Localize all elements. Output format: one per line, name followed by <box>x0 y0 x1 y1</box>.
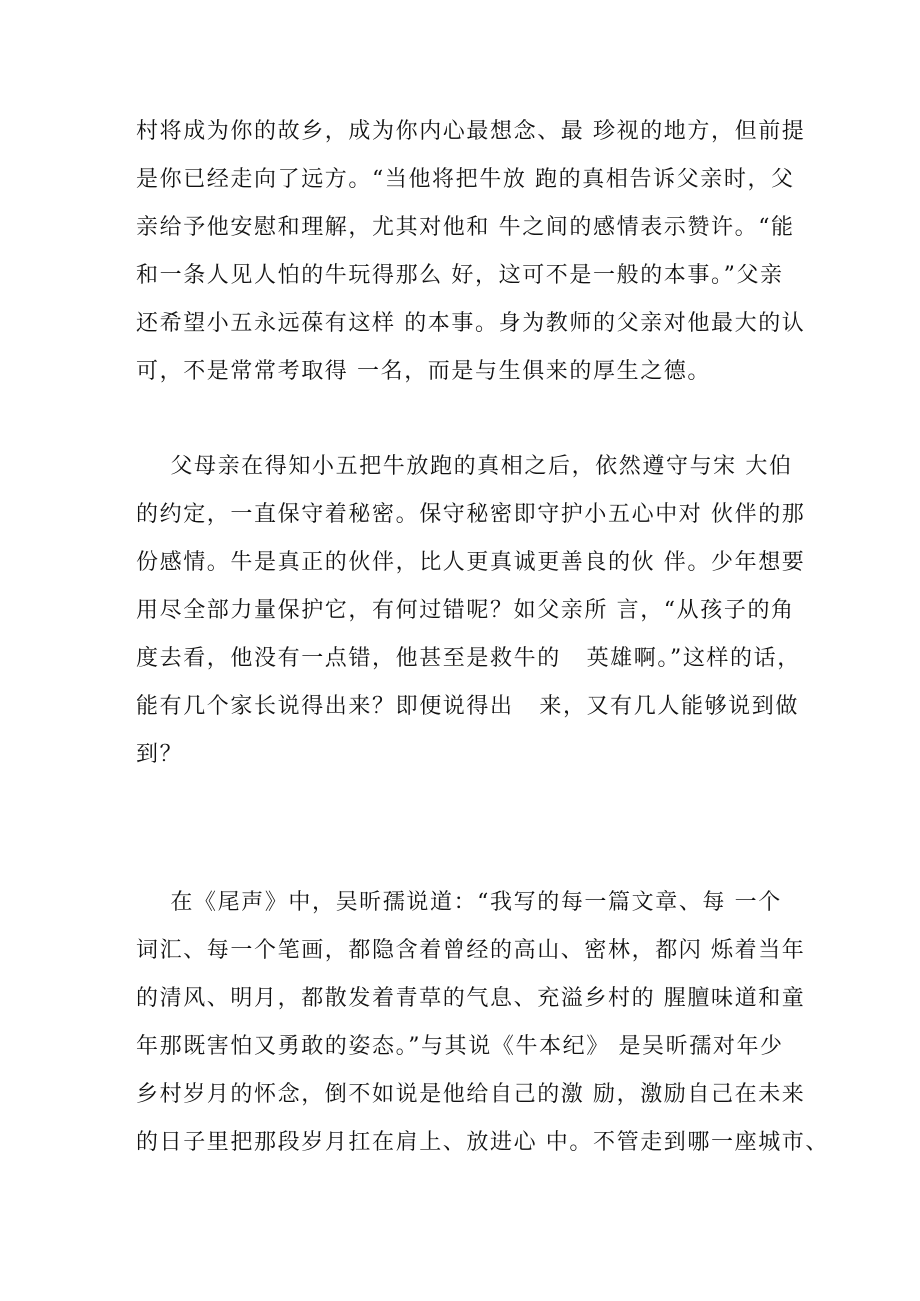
text-line: 年那既害怕又勇敢的姿态。”与其说《牛本纪》 是吴昕孺对年少 <box>136 1034 784 1059</box>
paragraph-3 <box>136 879 829 1167</box>
text-line: 可，不是常常考取得 一名，而是与生俱来的厚生之德。 <box>136 359 711 384</box>
text-line: 村将成为你的故乡，成为你内心最想念、最 珍视的地方，但前提 <box>136 119 806 144</box>
text-line: 在《尾声》中，吴昕孺说道：“我写的每一篇文章、每 一个 <box>136 890 782 915</box>
text-line: 份感情。牛是真正的伙伴，比人更真诚更善良的伙 伴。少年想要 <box>136 550 806 575</box>
paragraph-2 <box>136 443 806 779</box>
text-line: 的清风、明月，都散发着青草的气息、充溢乡村的 腥膻味道和童 <box>136 986 806 1011</box>
text-line: 词汇、每一个笔画，都隐含着曾经的高山、密林，都闪 烁着当年 <box>136 938 806 963</box>
text-line: 的日子里把那段岁月扛在肩上、放进心 中。不管走到哪一座城市、 <box>136 1130 829 1155</box>
text-line: 父母亲在得知小五把牛放跑的真相之后，依然遵守与宋 大伯 <box>136 454 793 479</box>
text-line: 能有几个家长说得出来？即便说得出 来，又有几人能够说到做 <box>136 694 799 719</box>
paragraph-1 <box>136 108 806 396</box>
text-line: 乡村岁月的怀念，倒不如说是他给自己的激 励，激励自己在未来 <box>136 1082 806 1107</box>
text-line: 到？ <box>136 742 184 767</box>
text-line: 是你已经走向了远方。“当他将把牛放 跑的真相告诉父亲时，父 <box>136 167 795 192</box>
text-line: 度去看，他没有一点错，他甚至是救牛的 英雄啊。”这样的话， <box>136 646 801 671</box>
text-line: 亲给予他安慰和理解，尤其对他和 牛之间的感情表示赞许。“能 <box>136 215 795 240</box>
text-line: 和一条人见人怕的牛玩得那么 好，这可不是一般的本事。”父亲 <box>136 263 784 288</box>
text-line: 还希望小五永远葆有这样 的本事。身为教师的父亲对他最大的认 <box>136 311 806 336</box>
text-line: 的约定，一直保守着秘密。保守秘密即守护小五心中对 伙伴的那 <box>136 502 806 527</box>
text-line: 用尽全部力量保护它，有何过错呢？如父亲所 言，“从孩子的角 <box>136 598 795 623</box>
